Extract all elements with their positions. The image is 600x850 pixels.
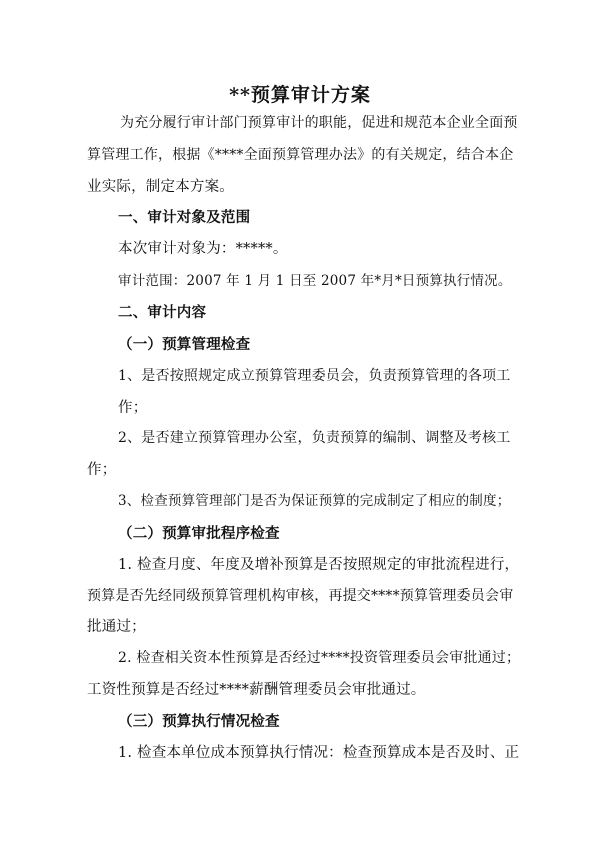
intro-line-2: 算管理工作，根据《****全面预算管理办法》的有关规定，结合本企 bbox=[87, 147, 514, 163]
sub1-item1-line1: 1、是否按照规定成立预算管理委员会，负责预算管理的各项工 bbox=[118, 368, 511, 384]
sub2-item1-line2: 预算是否先经同级预算管理机构审核，再提交****预算管理委员会审 bbox=[87, 588, 514, 604]
sub1-item2-line1: 2、是否建立预算管理办公室，负责预算的编制、调整及考核工 bbox=[118, 430, 511, 446]
audit-object-text: 本次审计对象为：*****。 bbox=[118, 241, 288, 257]
sub2-item1-line3: 批通过； bbox=[87, 619, 146, 635]
sub1-item2-line2: 作； bbox=[87, 462, 117, 478]
subsection-3-heading: （三）预算执行情况检查 bbox=[118, 714, 280, 730]
subsection-1-heading: （一）预算管理检查 bbox=[118, 337, 251, 353]
sub1-item1-line2: 作； bbox=[118, 400, 148, 416]
sub2-item2-line2: 工资性预算是否经过****薪酬管理委员会审批通过。 bbox=[87, 682, 426, 698]
intro-line-3: 业实际，制定本方案。 bbox=[87, 179, 234, 195]
subsection-2-heading: （二）预算审批程序检查 bbox=[118, 526, 280, 542]
sub2-item2-line1: 2. 检查相关资本性预算是否经过****投资管理委员会审批通过； bbox=[118, 650, 521, 666]
section-1-heading: 一、审计对象及范围 bbox=[118, 210, 251, 226]
sub1-item3: 3、检查预算管理部门是否为保证预算的完成制定了相应的制度； bbox=[118, 493, 511, 509]
document-title: **预算审计方案 bbox=[229, 84, 371, 106]
audit-scope-text: 审计范围：2007 年 1 月 1 日至 2007 年*月*日预算执行情况。 bbox=[118, 273, 512, 289]
sub3-item1-line1: 1. 检查本单位成本预算执行情况：检查预算成本是否及时、正 bbox=[118, 745, 520, 761]
intro-line-1: 为充分履行审计部门预算审计的职能，促进和规范本企业全面预 bbox=[120, 115, 518, 131]
section-2-heading: 二、审计内容 bbox=[118, 305, 207, 321]
sub2-item1-line1: 1. 检查月度、年度及增补预算是否按照规定的审批流程进行， bbox=[118, 557, 520, 573]
